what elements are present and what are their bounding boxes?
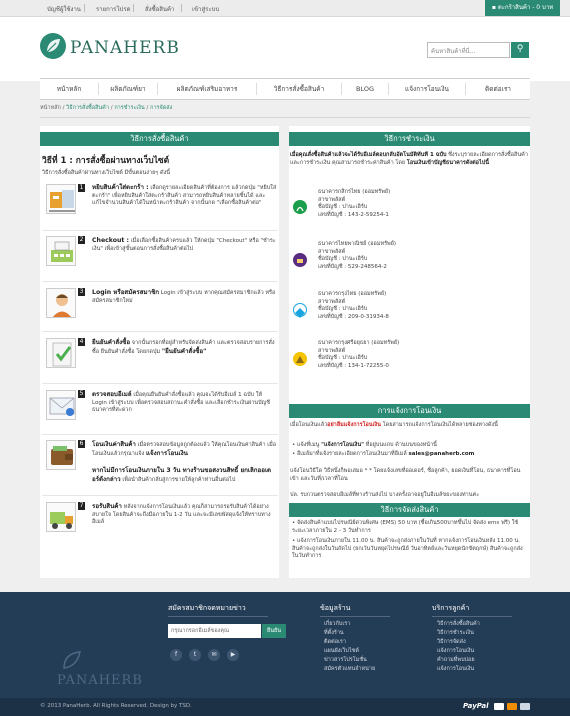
footer-link[interactable]: ติดต่อเรา: [324, 639, 346, 645]
transfer-link[interactable]: แจ้งการโอนเงิน: [146, 449, 188, 457]
checklist-icon: [46, 338, 76, 368]
nav-supplements[interactable]: ผลิตภัณฑ์เสริมอาหาร: [176, 85, 238, 93]
transfer-note-ps: ปล. รบกวนตรวจสอบอีเมล์ที่ทางร้านส่งไป บางครั้งอาจอยู่ในอีเมล์ขยะของท่านค่ะ: [290, 492, 480, 498]
step-text: [92, 184, 277, 208]
transfer-section-title: การแจ้งการโอนเงิน: [289, 404, 530, 418]
divider: [133, 4, 134, 12]
step-number: 2: [79, 236, 84, 243]
email-icon[interactable]: ✉: [208, 649, 220, 661]
search-input[interactable]: ค้นหาสินค้าที่นี่...: [427, 42, 510, 58]
step-body: หลังจากแจ้งการโอนเงินแล้ว คุณก็สามารถรอรับสินค้าได้อย่างสบายใจ โดยสินค้าจะถึงมือภายใน 1-2 วัน และจะมีเลขพัสดุแจ้งให้ทราบทางอีเมล์: [92, 504, 271, 525]
search-button[interactable]: [511, 42, 529, 58]
nav-home[interactable]: หน้าหลัก: [56, 85, 82, 93]
transfer-item-text: ที่อยู่บนแถบ ด้านบนของหน้านี้: [365, 442, 437, 448]
bank-name: ธนาคารกสิกรไทย (ออมทรัพย์): [318, 189, 391, 195]
top-link-checkout[interactable]: สั่งซื้อสินค้า: [145, 6, 175, 13]
step-number: 5: [79, 390, 84, 397]
footer-link[interactable]: วิธีการชำระเงิน: [437, 630, 474, 636]
step-text: [92, 441, 277, 458]
account-name: ชื่อบัญชี : ปานะเฮิร์บ: [318, 204, 368, 210]
step-warning: [92, 467, 277, 484]
payment-intro-bold: เมื่อคุณสั่งซื้อสินค้าแล้วจะได้รับอีเมล์ตอบกลับอัตโนมัติทันที 1 ฉบับ: [290, 152, 447, 158]
step-number: 4: [79, 338, 84, 345]
step-tail: "ยืนยันคำสั่งซื้อ": [161, 347, 207, 355]
transfer-intro: [290, 422, 528, 430]
top-link-wishlist[interactable]: รายการโปรด: [96, 6, 131, 13]
payment-section-title: วิธีการชำระเงิน: [289, 132, 530, 146]
footer-link[interactable]: วิธีการจัดส่ง: [437, 639, 466, 645]
account-name: ชื่อบัญชี : ปานะเฮิร์บ: [318, 306, 368, 312]
newsletter-submit-button[interactable]: ยืนยัน: [262, 624, 286, 638]
top-link-login[interactable]: เข้าสู่ระบบ: [192, 6, 220, 13]
breadcrumb-separator: /: [110, 105, 115, 111]
step-number: 6: [79, 440, 84, 447]
step-body: เมื่อตรวจสอบข้อมูลถูกต้องแล้ว ให้คุณโอนเงินค่าสินค้า เมื่อโอนเงินแล้วกรุณาแจ้ง: [92, 442, 277, 457]
footer-link[interactable]: แจ้งการโอนเงิน: [437, 666, 475, 672]
order-section-title: วิธีการสั่งซื้อสินค้า: [40, 132, 279, 146]
user-avatar-icon: [46, 288, 76, 318]
bank-name: ธนาคารไทยพาณิชย์ (ออมทรัพย์): [318, 241, 397, 247]
payment-intro: [290, 152, 528, 167]
krungthai-bank-logo-icon: [293, 303, 307, 317]
step-body: จากนั้นกรอกที่อยู่สำหรับจัดส่งสินค้า และตรวจสอบรายการสั่งซื้อ ยืนยันคำสั่งซื้อ โดยกดปุ่ม: [92, 340, 275, 355]
shop-info-title: ข้อมูลร้าน: [320, 604, 351, 612]
footer-link[interactable]: คำถามที่พบบ่อย: [437, 657, 475, 663]
shipping-item-text: แจ้งการโอนเงินภายใน 11.00 น. สินค้าจะถูกส่งภายในวันที่ หากแจ้งการโอนเงินหลัง 11.00 น. สินค้าจะถูกส่งในวันถัดไป (ยกเว้นวันหยุดไปรษณีย์ วันอาทิตย์และวันหยุดนักขัตฤกษ์) สินค้าจะถูกส่งในวันทำการ: [292, 538, 523, 559]
leaf-logo-icon[interactable]: [40, 33, 66, 59]
credit-card-icon: [520, 703, 530, 710]
kasikorn-bank-logo-icon: [293, 200, 307, 214]
bank-branch: สาขาพลัสต์: [318, 248, 346, 255]
transfer-intro-red: อย่าลืมแจ้งการโอนเงิน: [327, 422, 381, 428]
shipping-section-title: วิธีการจัดส่งสินค้า: [289, 503, 530, 517]
warning-heading: หากไม่มีการโอนเงินภายใน 3 วัน ทางร้านขอสงวนสิทธิ์ ยกเลิกออเดอร์ดังกล่าว: [92, 467, 272, 483]
youtube-icon[interactable]: ▶: [227, 649, 239, 661]
nav-transfer[interactable]: แจ้งการโอนเงิน: [405, 85, 449, 93]
bottom-bar: [0, 698, 570, 716]
nav-how-to-order[interactable]: วิธีการสั่งซื้อสินค้า: [273, 85, 325, 93]
cash-register-icon: [46, 236, 76, 266]
delivery-truck-icon: [46, 502, 76, 532]
breadcrumb-separator: /: [62, 105, 67, 111]
breadcrumb-separator: /: [146, 105, 151, 111]
bank-branch: สาขาพลัสต์: [318, 196, 346, 203]
transfer-item: • อีเมล์มาที่แจ้งรายละเอียดการโอนเงินมาที่อีเมล์ sales@panaherb.com: [292, 451, 475, 457]
transfer-note: แจ้งโอนวิธีใด วิธีหนึ่งก็พอเสมอ * * โดยแจ้งเลขที่ออเดอร์, ชื่อลูกค้า, ยอดเงินที่โอน, ธนาคารที่โอนเข้า และวันที่/เวลาที่โอน: [290, 468, 521, 482]
bank-account-kasikorn: [318, 189, 518, 219]
footer-leaf-logo-icon: [58, 648, 86, 672]
step-body: เมื่อคุณยืนยันคำสั่งซื้อแล้ว คุณจะได้รับอีเมล์ 1 ฉบับ ให้ Login เข้าสู่ระบบ เพื่อตรวจสอบสถานะคำสั่งซื้อ และเลือกชำระเงินผ่านบัญชีธนาคารที่สะดวก: [92, 392, 270, 413]
step-heading: ตรวจสอบอีเมล์: [92, 391, 132, 398]
footer-link[interactable]: วิธีการสั่งซื้อสินค้า: [437, 621, 480, 627]
facebook-icon[interactable]: f: [170, 649, 182, 661]
divider: [181, 4, 182, 12]
nav-blog[interactable]: BLOG: [355, 85, 374, 93]
account-number: เลขที่บัญชี : 143-2-59254-1: [318, 211, 389, 218]
divider: [320, 616, 390, 617]
transfer-menu-link[interactable]: "แจ้งการโอนเงิน": [321, 442, 364, 448]
method-intro: วิธีการสั่งซื้อสินค้าผ่านทางเว็บไซต์ มีขั้นตอนง่ายๆ ดังนี้: [42, 170, 171, 176]
step-text: [92, 503, 277, 527]
breadcrumb: [40, 104, 530, 114]
cart-icon: ▪: [491, 4, 498, 11]
visa-card-icon: [494, 703, 504, 710]
divider: [42, 331, 278, 332]
copyright-text: © 2013 PanaHerb. All Rights Reserved. Design by TSD.: [40, 703, 192, 709]
paypal-logo: PayPal: [463, 702, 489, 710]
divider: [432, 616, 512, 617]
payment-intro-text: ซึ่งระบุรายละเอียดการสั่งซื้อสินค้า และการชำระเงิน คุณสามารถชำระค่าสินค้า โดย: [290, 152, 528, 166]
shipping-item-text: จัดส่งสินค้าแบบไปรษณีย์ด่วนพิเศษ (EMS) 50 บาท (ซื้อเกิน500บาทขึ้นไป จัดส่ง ems ฟรี) ใช้ระยะเวลาภายใน 2 - 3 วันทำการ: [292, 520, 519, 534]
bank-branch: สาขาพลัสต์: [318, 347, 346, 354]
main-nav: [40, 78, 530, 100]
divider: [42, 434, 278, 435]
footer-link[interactable]: ที่ตั้งร้าน: [324, 630, 344, 636]
step-body: เมื่อเลือกซื้อสินค้าครบแล้ว ให้กดปุ่ม "Checkout" หรือ "ชำระเงิน" เพื่อเข้าสู่ขั้นตอนการสั่งซื้อสินค้าต่อไป: [92, 238, 276, 252]
bank-account-krungsri: [318, 340, 518, 370]
top-bar: [0, 0, 570, 17]
divider: [40, 117, 530, 118]
step-number: 3: [79, 288, 84, 295]
sales-email-link[interactable]: sales@panaherb.com: [408, 451, 475, 457]
breadcrumb-item[interactable]: การจัดส่ง: [150, 105, 173, 111]
step-body: เลือกดูรายละเอียดสินค้าที่ต้องการ แล้วกดปุ่ม "หยิบใส่ตะกร้า" เพื่อหยิบสินค้าใส่ตะกร้าสินค้า สามารถหยิบสินค้าหลายชิ้นได้ และแก้ไขจำนวนสินค้าได้ในหน้าตะกร้าสินค้า จากนั้นกด "เลือกซื้อสินค้าต่อ": [92, 185, 277, 206]
wallet-icon: [46, 440, 76, 470]
warning-body: เพื่อนำสินค้ากลับสู่การขายให้ลูกค้าท่านอื่นต่อไป: [122, 476, 236, 483]
footer-link[interactable]: แผนผังเว็บไซต์: [324, 648, 359, 654]
shipping-item: • จัดส่งสินค้าแบบไปรษณีย์ด่วนพิเศษ (EMS) 50 บาท (ซื้อเกิน500บาทขึ้นไป จัดส่ง ems ฟรี) ใช้ระยะเวลาภายใน 2 - 3 วันทำการ: [292, 520, 519, 534]
search-icon: ⚲: [516, 44, 524, 54]
account-number: เลขที่บัญชี : 529-248564-2: [318, 263, 387, 270]
account-number: เลขที่บัญชี : 134-1-72255-0: [318, 362, 389, 369]
transfer-intro-text: เมื่อโอนเงินแล้ว: [290, 422, 328, 428]
transfer-item-text: อีเมล์มาที่แจ้งรายละเอียดการโอนเงินมาที่อีเมล์: [297, 451, 407, 457]
step-heading: รอรับสินค้า: [92, 503, 122, 510]
step-number: 1: [79, 184, 84, 191]
email-envelope-icon: [46, 390, 76, 420]
step-heading: หยิบสินค้าใส่ตะกร้า :: [92, 184, 149, 191]
bank-branch: สาขาพลัสต์: [318, 298, 346, 305]
scb-bank-logo-icon: [293, 253, 307, 267]
step-text: [92, 391, 277, 415]
step-text: [92, 237, 277, 253]
step-heading: Login หรือสมัครสมาชิก: [92, 289, 160, 296]
newsletter-email-input[interactable]: กรุณากรอกอีเมล์ของคุณ: [168, 624, 261, 638]
breadcrumb-item[interactable]: การชำระเงิน: [114, 105, 145, 111]
bank-account-scb: [318, 241, 518, 271]
footer-link[interactable]: ข่าวสารโปรโมชั่น: [324, 657, 367, 663]
brand-logo-text[interactable]: PANAHERB: [70, 38, 180, 58]
footer-link[interactable]: สมัครตัวแทนจำหน่าย: [324, 666, 376, 672]
bank-name: ธนาคารกรุงศรีอยุธยา (ออมทรัพย์): [318, 340, 400, 346]
step-number: 7: [79, 502, 84, 509]
divider: [168, 616, 268, 617]
divider: [42, 383, 278, 384]
nav-medicine[interactable]: ผลิตภัณฑ์ยา: [110, 85, 146, 93]
account-name: ชื่อบัญชี : ปานะเฮิร์บ: [318, 256, 368, 262]
krungsri-bank-logo-icon: [293, 352, 307, 366]
footer-link[interactable]: แจ้งการโอนเงิน: [437, 648, 475, 654]
payment-intro-bold2: โอนเงินเข้าบัญชีธนาคารดังต่อไปนี้: [406, 159, 489, 166]
footer-link[interactable]: เกี่ยวกับเรา: [324, 621, 351, 627]
transfer-item: • แจ้งที่เมนู "แจ้งการโอนเงิน" ที่อยู่บนแถบ ด้านบนของหน้านี้: [292, 442, 437, 448]
mastercard-icon: [507, 703, 517, 710]
divider: [42, 281, 278, 282]
divider: [84, 4, 85, 12]
transfer-intro-text2: โดยสามารถแจ้งการโอนเงินได้หลายช่องทางดังนี้: [382, 422, 498, 428]
step-text: [92, 289, 277, 305]
breadcrumb-item[interactable]: วิธีการสั่งซื้อสินค้า: [66, 105, 109, 111]
shipping-item: • แจ้งการโอนเงินภายใน 11.00 น. สินค้าจะถูกส่งภายในวันที่ หากแจ้งการโอนเงินหลัง 11.00 น. สินค้าจะถูกส่งในวันถัดไป (ยกเว้นวันหยุดไปรษณีย์ วันอาทิตย์และวันหยุดนักขัตฤกษ์) สินค้าจะถูกส่งในวันทำการ: [292, 538, 523, 559]
bank-account-krungthai: [318, 291, 518, 321]
transfer-item-text: แจ้งที่เมนู: [297, 442, 320, 448]
breadcrumb-home[interactable]: หน้าหลัก: [40, 105, 61, 111]
nav-contact[interactable]: ติดต่อเรา: [485, 85, 511, 93]
cart-label: ตะกร้าสินค้า - 0 บาท: [497, 4, 554, 11]
account-number: เลขที่บัญชี : 209-0-31934-8: [318, 313, 389, 320]
step-heading: โอนเงินค่าสินค้า: [92, 441, 136, 448]
twitter-icon[interactable]: t: [189, 649, 201, 661]
cart-step-icon: [46, 184, 76, 214]
step-body: Login เข้าสู่ระบบ หากคุณสมัครสมาชิกแล้ว หรือสมัครสมาชิกใหม่: [92, 290, 276, 304]
method-title: วิธีที่ 1 : การสั่งซื้อผ่านทางเว็บไซต์: [42, 156, 170, 166]
step-heading: Checkout :: [92, 237, 130, 244]
customer-service-title: บริการลูกค้า: [432, 604, 470, 612]
newsletter-title: สมัครสมาชิกจดหมายข่าว: [168, 604, 246, 612]
divider: [42, 495, 278, 496]
cart-button[interactable]: [485, 0, 560, 16]
footer-brand: PANAHERB: [57, 673, 143, 688]
top-link-account[interactable]: บัญชีผู้ใช้งาน: [47, 6, 81, 13]
step-text: [92, 339, 277, 356]
step-heading: ยืนยันคำสั่งซื้อ: [92, 339, 131, 346]
account-name: ชื่อบัญชี : ปานะเฮิร์บ: [318, 355, 368, 361]
bank-name: ธนาคารกรุงไทย (ออมทรัพย์): [318, 291, 387, 297]
divider: [42, 230, 278, 231]
